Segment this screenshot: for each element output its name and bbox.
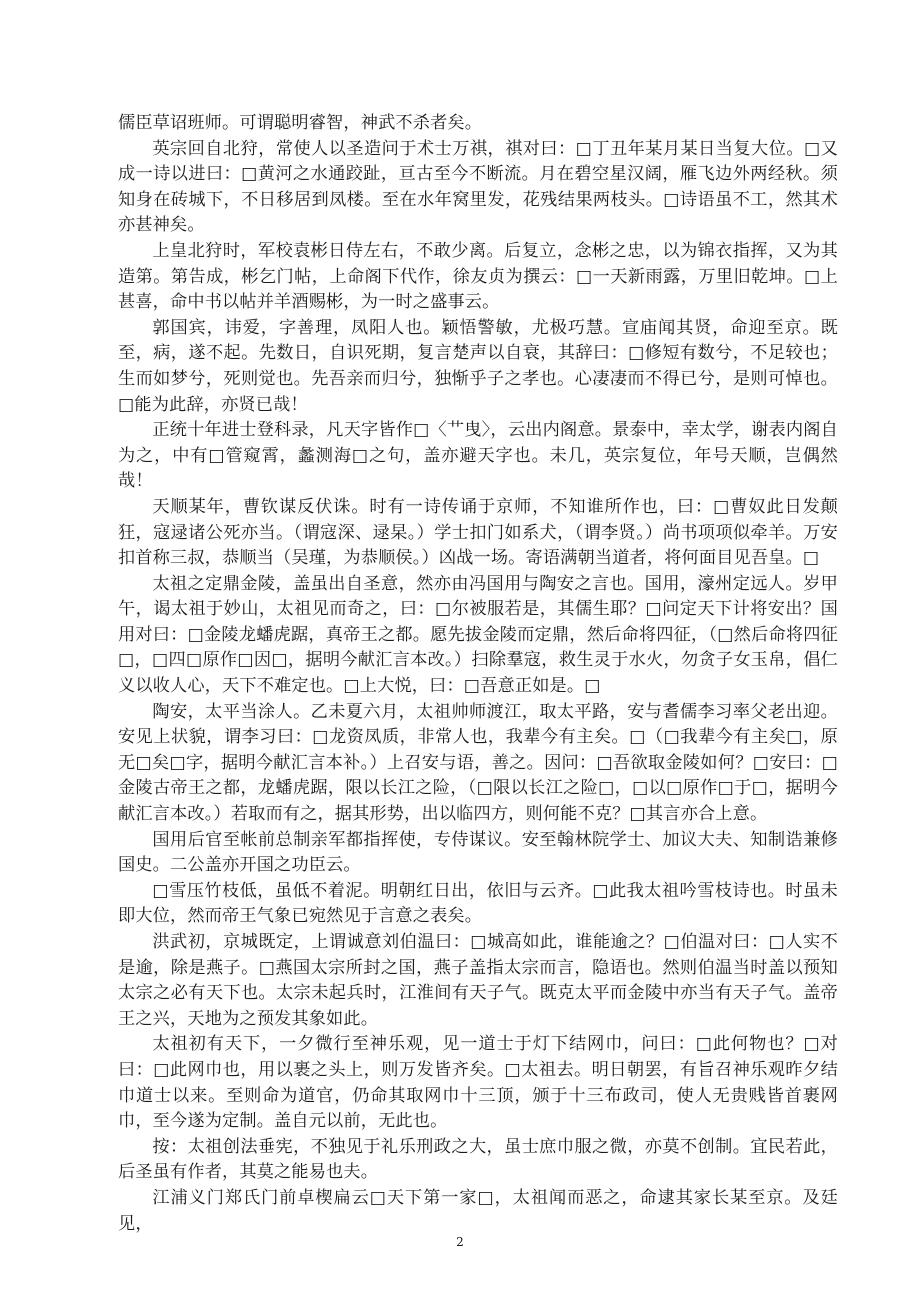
paragraph: 太祖初有天下，一夕微行至神乐观，见一道士于灯下结网巾，问曰：□此何物也？□对曰：□此网巾也，用以裹之头上，则万发皆齐矣。□太祖去。明日朝罢，有旨召神乐观昨夕结巾道士以来。至则命为道官，仍命其取网巾十三顶，颁于十三布政司，使人无贵贱皆首裹网巾，至今遂为定制。盖自元以前，无此也。	[118, 1034, 838, 1132]
paragraph: 按：太祖创法垂宪，不独见于礼乐刑政之大，虽士庶巾服之微，亦莫不创制。宜民若此，后圣虽有作者，其莫之能易也夫。	[118, 1136, 838, 1183]
paragraph: 陶安，太平当涂人。乙未夏六月，太祖帅师渡江，取太平路，安与耆儒李习率父老出迎。安见上状貌，谓李习曰：□龙资凤质，非常人也，我辈今有主矣。□（□我辈今有主矣□，原无□矣□字，据明今献汇言本补。）上召安与语，善之。因问：□吾欲取金陵如何？□安曰：□金陵古帝王之都，龙蟠虎踞，限以长江之险，（□限以长江之险□，□以□原作□于□，据明今献汇言本改。）若取而有之，据其形势，出以临四方，则何能不克？□其言亦合上意。	[118, 701, 838, 825]
paragraph: 洪武初，京城既定，上谓诚意刘伯温曰：□城高如此，谁能逾之？□伯温对曰：□人实不是逾，除是燕子。□燕国太宗所封之国，燕子盖指太宗而言，隐语也。然则伯温当时盖以预知太宗之必有天下也。太宗未起兵时，江淮间有天子气。既克太平而金陵中亦当有天子气。盖帝王之兴，天地为之预发其象如此。	[118, 932, 838, 1029]
paragraph: 郭国宾，讳爱，字善理，凤阳人也。颖悟警敏，尤极巧慧。宣庙闻其贤，命迎至京。既至，病，遂不起。先数日，自识死期，复言楚声以自衰，其辞曰：□修短有数兮，不足较也；生而如梦兮，死则觉也。先吾亲而归兮，独惭乎子之孝也。心凄凄而不得已兮，是则可悼也。□能为此辞，亦贤已哉！	[118, 317, 838, 415]
paragraph: 儒臣草诏班师。可谓聪明睿智，神武不杀者矣。	[118, 113, 483, 133]
paragraph: □雪压竹枝低，虽低不着泥。明朝红日出，依旧与云齐。□此我太祖吟雪枝诗也。时虽未即大位，然而帝王气象已宛然见于言意之表矣。	[118, 880, 838, 927]
paragraph: 上皇北狩时，军校袁彬日侍左右，不敢少离。后复立，念彬之忠，以为锦衣指挥，又为其造第。第告成，彬乞门帖，上命阁下代作，徐友贞为撰云：□一天新雨露，万里旧乾坤。□上甚喜，命中书以帖并羊酒赐彬，为一时之盛事云。	[118, 240, 838, 313]
paragraph: 江浦义门郑氏门前卓楔扁云□天下第一家□，太祖闻而恶之，命逮其家长某至京。及廷见，	[118, 1187, 838, 1234]
paragraph: 正统十年进士登科录，凡天字皆作□〈艹曳〉，云出内阁意。景泰中，幸太学，谢表内阁自为之，中有□管窥霄，蠡测海□之句，盖亦避天字也。未几，英宗复位，年号天顺，岂偶然哉！	[118, 420, 838, 492]
paragraph: 英宗回自北狩，常使人以圣造问于术士万祺，祺对曰：□丁丑年某月某日当复大位。□又成一诗以进曰：□黄河之水通跤趾，亘古至今不断流。月在碧空星汉阔，雁飞边外两经秋。须知身在砖城下，不日移居到凤楼。至在水年窝里发，花残结果两枝头。□诗语虽不工，然其术亦甚神矣。	[118, 138, 838, 236]
paragraph: 太祖之定鼎金陵，盖虽出自圣意，然亦由冯国用与陶安之言也。国用，濠州定远人。岁甲午，谒太祖于妙山，太祖见而奇之，曰：□尔被服若是，其儒生耶？□问定天下计将安出？国用对曰：□金陵龙蟠虎踞，真帝王之都。愿先拔金陵而定鼎，然后命将四征，（□然后命将四征□，□四□原作□因□，据明今献汇言本改。）扫除羣寇，救生灵于水火，勿贪子女玉帛，倡仁义以收人心，天下不难定也。□上大悦，曰：□吾意正如是。□	[118, 573, 838, 697]
page-number: 2	[456, 1235, 464, 1249]
body-text	[118, 111, 838, 1237]
paragraph: 天顺某年，曹钦谋反伏诛。时有一诗传诵于京师，不知谁所作也，曰：□曹奴此日发颠狂，寇逯诸公死亦当。（谓寇深、逯杲。）学士扣门如系犬，（谓李贤。）尚书项项似牵羊。万安扣首称三叔，恭顺当（吴瑾，为恭顺侯。）凶战一场。寄语满朝当道者，将何面目见吾皇。□	[118, 496, 838, 569]
paragraph: 国用后官至帐前总制亲军都指挥使，专侍谋议。安至翰林院学士、加议大夫、知制诰兼修国史。二公盖亦开国之功臣云。	[118, 829, 838, 876]
